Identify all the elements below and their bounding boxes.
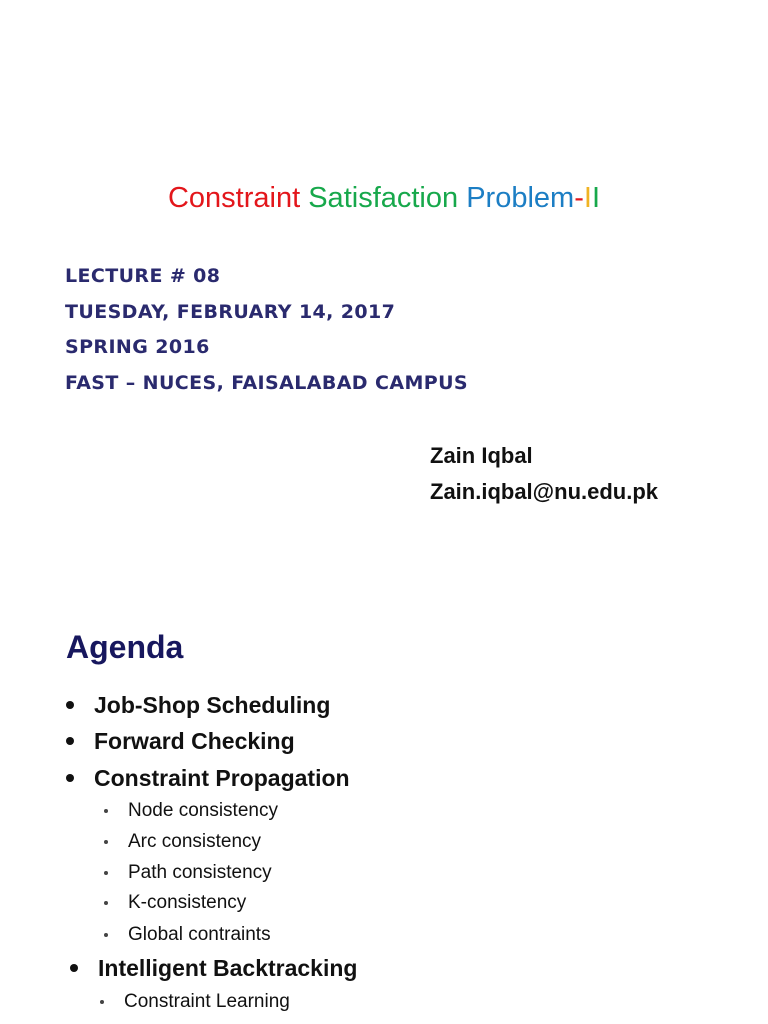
agenda-subitem-label: Node consistency xyxy=(128,800,278,821)
campus: FAST – NUCES, FAISALABAD CAMPUS xyxy=(65,372,468,394)
agenda-item-label: Forward Checking xyxy=(94,728,295,754)
lecture-number: LECTURE # 08 xyxy=(65,265,221,287)
bullet-icon xyxy=(70,964,78,972)
agenda-item-label: Job-Shop Scheduling xyxy=(94,692,331,718)
bullet-icon xyxy=(66,737,74,745)
title-roman-second: I xyxy=(591,182,600,214)
sub-bullet-icon xyxy=(104,901,108,905)
agenda-subitem-label: Global contraints xyxy=(128,924,271,945)
sub-bullet-icon xyxy=(104,933,108,937)
author-email: Zain.iqbal@nu.edu.pk xyxy=(430,479,659,504)
agenda-item-label: Intelligent Backtracking xyxy=(98,955,358,981)
sub-bullet-icon xyxy=(104,809,108,813)
title-problem-group xyxy=(466,182,600,214)
title-roman-first: I xyxy=(583,182,592,214)
agenda-subitem-label: Arc consistency xyxy=(128,831,262,852)
sub-bullet-icon xyxy=(100,1000,104,1004)
title-word-satisfaction: Satisfaction xyxy=(308,182,459,214)
semester: SPRING 2016 xyxy=(65,336,210,358)
title-hyphen: - xyxy=(574,182,584,214)
agenda-subitem-label: K-consistency xyxy=(128,892,247,913)
lecture-date: TUESDAY, FEBRUARY 14, 2017 xyxy=(65,301,396,323)
title-word-constraint: Constraint xyxy=(167,182,301,214)
bullet-icon xyxy=(66,774,74,782)
bullet-icon xyxy=(66,701,74,709)
agenda-subitem-label: Constraint Learning xyxy=(124,991,290,1012)
title-word-problem: Problem xyxy=(466,182,575,214)
sub-bullet-icon xyxy=(104,840,108,844)
agenda-subitem-label: Path consistency xyxy=(128,862,272,883)
author-name: Zain Iqbal xyxy=(430,443,533,468)
agenda-item-label: Constraint Propagation xyxy=(94,765,350,791)
sub-bullet-icon xyxy=(104,871,108,875)
slide-title xyxy=(0,178,768,218)
agenda-heading: Agenda xyxy=(66,629,184,665)
